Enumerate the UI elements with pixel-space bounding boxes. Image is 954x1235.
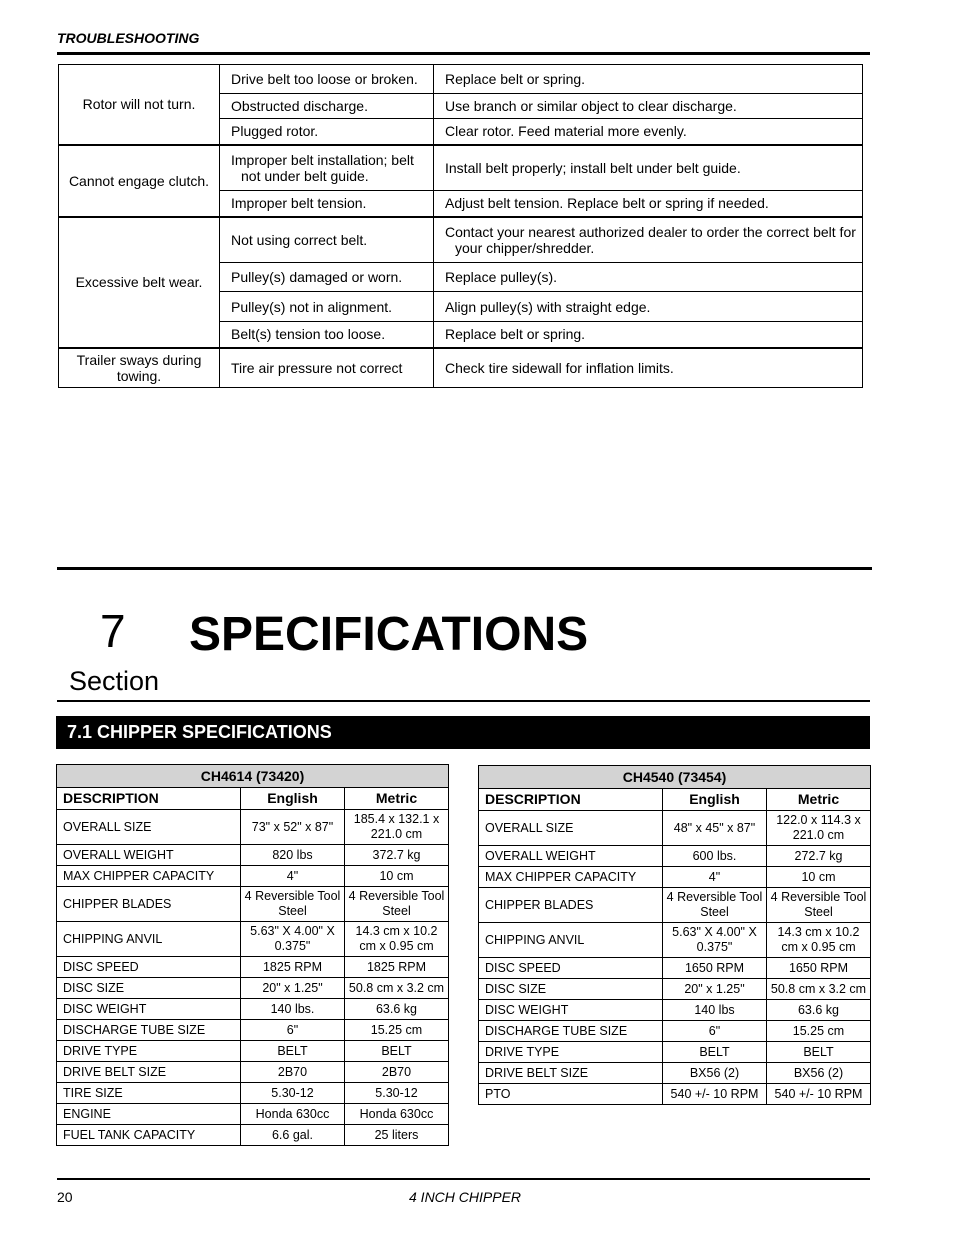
spec-metric-cell: 540 +/- 10 RPM	[767, 1084, 871, 1105]
spec-english-cell: 4 Reversible Tool Steel	[663, 888, 767, 923]
spec-description-cell: DISC WEIGHT	[479, 1000, 663, 1021]
table-row	[479, 958, 871, 979]
spec-metric-cell: 2B70	[345, 1062, 449, 1083]
spec-english-cell: 5.63" X 4.00" X 0.375"	[241, 922, 345, 957]
spec-description-cell: OVERALL WEIGHT	[57, 845, 241, 866]
spec-metric-cell: 10 cm	[767, 867, 871, 888]
table-row	[59, 65, 863, 94]
footer-title: 4 INCH CHIPPER	[409, 1189, 522, 1205]
spec-column-header-row	[57, 788, 449, 810]
table-row	[57, 922, 449, 957]
column-header: DESCRIPTION	[479, 789, 663, 811]
section-divider-bottom	[57, 700, 870, 702]
remedy-cell: Check tire sidewall for inflation limits.	[434, 348, 863, 388]
table-row	[57, 845, 449, 866]
column-header: English	[241, 788, 345, 810]
spec-description-cell: FUEL TANK CAPACITY	[57, 1125, 241, 1146]
remedy-cell: Adjust belt tension. Replace belt or spring if needed.	[434, 191, 863, 217]
table-row	[57, 810, 449, 845]
section-number: 7	[100, 605, 126, 657]
table-row	[479, 923, 871, 958]
cause-cell: Obstructed discharge.	[220, 94, 434, 119]
column-header: Metric	[767, 789, 871, 811]
spec-english-cell: 48" x 45" x 87"	[663, 811, 767, 846]
problem-cell: Trailer sways during towing.	[59, 348, 220, 388]
spec-english-cell: 820 lbs	[241, 845, 345, 866]
remedy-cell: Replace belt or spring.	[434, 65, 863, 94]
spec-description-cell: DISC WEIGHT	[57, 999, 241, 1020]
spec-english-cell: 140 lbs	[663, 1000, 767, 1021]
spec-english-cell: 20" x 1.25"	[241, 978, 345, 999]
table-row	[57, 866, 449, 887]
table-row	[479, 811, 871, 846]
troubleshooting-table	[58, 64, 863, 388]
remedy-cell: Install belt properly; install belt under belt guide.	[434, 145, 863, 191]
cause-cell: Improper belt installation; belt not under belt guide.	[220, 145, 434, 191]
table-row	[479, 1000, 871, 1021]
spec-description-cell: CHIPPER BLADES	[479, 888, 663, 923]
spec-description-cell: OVERALL WEIGHT	[479, 846, 663, 867]
spec-description-cell: MAX CHIPPER CAPACITY	[479, 867, 663, 888]
section-label: Section	[69, 666, 160, 696]
spec-description-cell: DISC SIZE	[57, 978, 241, 999]
spec-metric-cell: 10 cm	[345, 866, 449, 887]
spec-english-cell: 6.6 gal.	[241, 1125, 345, 1146]
spec-metric-cell: 4 Reversible Tool Steel	[767, 888, 871, 923]
spec-metric-cell: 15.25 cm	[767, 1021, 871, 1042]
spec-english-cell: 4"	[663, 867, 767, 888]
spec-english-cell: BX56 (2)	[663, 1063, 767, 1084]
table-row	[57, 1125, 449, 1146]
spec-english-cell: BELT	[663, 1042, 767, 1063]
spec-metric-cell: 14.3 cm x 10.2 cm x 0.95 cm	[345, 922, 449, 957]
page-number: 20	[57, 1189, 73, 1205]
table-row	[57, 957, 449, 978]
spec-english-cell: 5.30-12	[241, 1083, 345, 1104]
table-row	[57, 1020, 449, 1041]
spec-english-cell: 540 +/- 10 RPM	[663, 1084, 767, 1105]
table-row	[479, 979, 871, 1000]
table-row	[479, 846, 871, 867]
subsection-heading: 7.1 CHIPPER SPECIFICATIONS	[56, 716, 870, 749]
remedy-cell: Align pulley(s) with straight edge.	[434, 292, 863, 322]
spec-model-title: CH4614 (73420)	[57, 765, 449, 788]
spec-english-cell: 1825 RPM	[241, 957, 345, 978]
table-row	[57, 978, 449, 999]
page-header-title: TROUBLESHOOTING	[57, 30, 200, 46]
table-row	[479, 1063, 871, 1084]
spec-metric-cell: 5.30-12	[345, 1083, 449, 1104]
spec-metric-cell: 185.4 x 132.1 x 221.0 cm	[345, 810, 449, 845]
spec-description-cell: DRIVE TYPE	[479, 1042, 663, 1063]
remedy-cell: Replace pulley(s).	[434, 263, 863, 292]
cause-cell: Improper belt tension.	[220, 191, 434, 217]
table-row	[479, 867, 871, 888]
spec-description-cell: DISC SPEED	[479, 958, 663, 979]
spec-english-cell: Honda 630cc	[241, 1104, 345, 1125]
table-row	[479, 888, 871, 923]
spec-column-header-row	[479, 789, 871, 811]
remedy-cell: Clear rotor. Feed material more evenly.	[434, 119, 863, 145]
spec-description-cell: CHIPPING ANVIL	[57, 922, 241, 957]
spec-metric-cell: BELT	[767, 1042, 871, 1063]
remedy-cell: Contact your nearest authorized dealer to order the correct belt for your chipper/shredder.	[434, 217, 863, 263]
table-row	[57, 999, 449, 1020]
cause-cell: Plugged rotor.	[220, 119, 434, 145]
table-row	[59, 217, 863, 263]
spec-metric-cell: 122.0 x 114.3 x 221.0 cm	[767, 811, 871, 846]
spec-metric-cell: 15.25 cm	[345, 1020, 449, 1041]
spec-table-ch4614	[56, 764, 449, 1146]
problem-cell: Cannot engage clutch.	[59, 145, 220, 217]
spec-metric-cell: 272.7 kg	[767, 846, 871, 867]
spec-description-cell: OVERALL SIZE	[57, 810, 241, 845]
spec-description-cell: ENGINE	[57, 1104, 241, 1125]
table-row	[57, 1041, 449, 1062]
spec-english-cell: 2B70	[241, 1062, 345, 1083]
column-header: English	[663, 789, 767, 811]
spec-english-cell: 4 Reversible Tool Steel	[241, 887, 345, 922]
table-row	[57, 1062, 449, 1083]
table-row	[59, 348, 863, 388]
spec-english-cell: 6"	[663, 1021, 767, 1042]
table-row	[479, 1084, 871, 1105]
remedy-cell: Use branch or similar object to clear discharge.	[434, 94, 863, 119]
spec-metric-cell: 63.6 kg	[767, 1000, 871, 1021]
spec-model-title: CH4540 (73454)	[479, 766, 871, 789]
problem-cell: Rotor will not turn.	[59, 65, 220, 145]
spec-description-cell: DRIVE BELT SIZE	[479, 1063, 663, 1084]
spec-description-cell: DRIVE TYPE	[57, 1041, 241, 1062]
table-row	[57, 887, 449, 922]
spec-description-cell: DISCHARGE TUBE SIZE	[479, 1021, 663, 1042]
cause-cell: Pulley(s) damaged or worn.	[220, 263, 434, 292]
section-divider-top	[57, 567, 872, 570]
spec-metric-cell: 4 Reversible Tool Steel	[345, 887, 449, 922]
spec-description-cell: PTO	[479, 1084, 663, 1105]
cause-cell: Pulley(s) not in alignment.	[220, 292, 434, 322]
spec-metric-cell: 50.8 cm x 3.2 cm	[767, 979, 871, 1000]
table-row	[59, 145, 863, 191]
spec-english-cell: 140 lbs.	[241, 999, 345, 1020]
spec-metric-cell: 372.7 kg	[345, 845, 449, 866]
spec-description-cell: OVERALL SIZE	[479, 811, 663, 846]
spec-metric-cell: 50.8 cm x 3.2 cm	[345, 978, 449, 999]
cause-cell: Not using correct belt.	[220, 217, 434, 263]
cause-cell: Belt(s) tension too loose.	[220, 322, 434, 348]
spec-description-cell: DISC SIZE	[479, 979, 663, 1000]
cause-cell: Drive belt too loose or broken.	[220, 65, 434, 94]
spec-table-ch4540	[478, 765, 871, 1105]
spec-metric-cell: 1650 RPM	[767, 958, 871, 979]
spec-metric-cell: 14.3 cm x 10.2 cm x 0.95 cm	[767, 923, 871, 958]
table-row	[57, 1083, 449, 1104]
spec-english-cell: 4"	[241, 866, 345, 887]
remedy-cell: Replace belt or spring.	[434, 322, 863, 348]
table-row	[479, 1021, 871, 1042]
spec-metric-cell: BX56 (2)	[767, 1063, 871, 1084]
spec-metric-cell: 25 liters	[345, 1125, 449, 1146]
spec-description-cell: DISCHARGE TUBE SIZE	[57, 1020, 241, 1041]
spec-description-cell: DRIVE BELT SIZE	[57, 1062, 241, 1083]
spec-description-cell: DISC SPEED	[57, 957, 241, 978]
spec-description-cell: CHIPPER BLADES	[57, 887, 241, 922]
column-header: DESCRIPTION	[57, 788, 241, 810]
footer-divider	[57, 1178, 870, 1180]
section-title: SPECIFICATIONS	[189, 608, 589, 661]
table-row	[479, 1042, 871, 1063]
table-row	[57, 1104, 449, 1125]
spec-metric-cell: 1825 RPM	[345, 957, 449, 978]
spec-description-cell: MAX CHIPPER CAPACITY	[57, 866, 241, 887]
spec-metric-cell: 63.6 kg	[345, 999, 449, 1020]
spec-english-cell: BELT	[241, 1041, 345, 1062]
cause-cell: Tire air pressure not correct	[220, 348, 434, 388]
spec-description-cell: CHIPPING ANVIL	[479, 923, 663, 958]
column-header: Metric	[345, 788, 449, 810]
spec-english-cell: 6"	[241, 1020, 345, 1041]
spec-metric-cell: BELT	[345, 1041, 449, 1062]
spec-english-cell: 1650 RPM	[663, 958, 767, 979]
spec-description-cell: TIRE SIZE	[57, 1083, 241, 1104]
header-divider	[57, 52, 870, 55]
spec-english-cell: 5.63" X 4.00" X 0.375"	[663, 923, 767, 958]
spec-metric-cell: Honda 630cc	[345, 1104, 449, 1125]
spec-english-cell: 20" x 1.25"	[663, 979, 767, 1000]
spec-english-cell: 73" x 52" x 87"	[241, 810, 345, 845]
spec-english-cell: 600 lbs.	[663, 846, 767, 867]
problem-cell: Excessive belt wear.	[59, 217, 220, 348]
